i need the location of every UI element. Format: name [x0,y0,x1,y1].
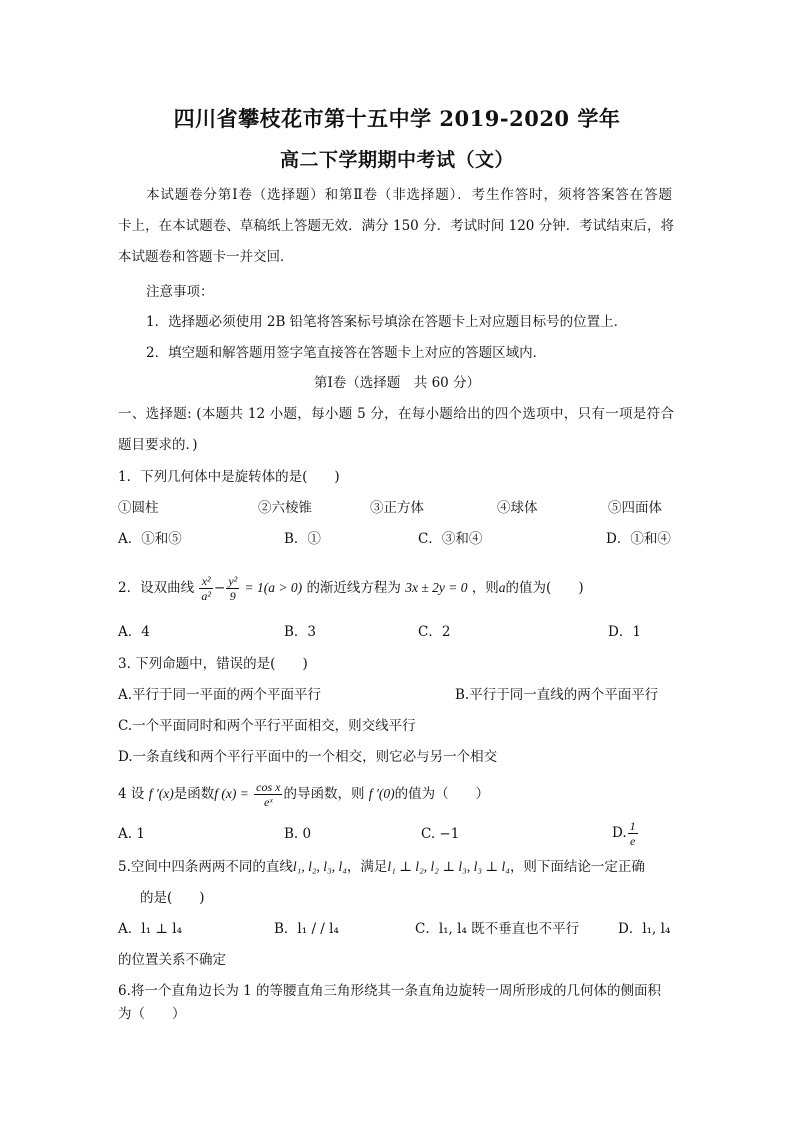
q1-option-b: B．① [284,531,321,547]
q5-option-b: B．l₁ / / l₄ [274,921,339,937]
q1-item-2: ②六棱锥 [258,500,312,516]
q4-fraction [254,780,282,809]
notes-item-2: 2．填空题和解答题用签字笔直接答在答题卡上对应的答题区域内． [146,345,547,361]
q4-option-b: B. 0 [284,826,312,842]
q2-option-b: B．3 [284,624,317,640]
q4-fprime-0: f ′(0) [368,786,395,801]
q3-stem: 3. 下列命题中，错误的是( ) [118,656,308,672]
q2-stem-b: 的渐近线方程为 [306,580,401,596]
q3-option-c: C.一个平面同时和两个平行平面相交，则交线平行 [118,718,416,734]
q4-option-d-num: 1 [629,819,636,833]
section-title: 第Ⅰ卷（选择题 共 60 分） [313,375,481,391]
notes-heading: 注意事项： [146,284,214,300]
q1-option-a: A．①和⑤ [118,531,182,547]
q2-frac2-den: 9 [229,589,236,603]
q2-stem: 2．设双曲线 $\frac{\text{x²}}{\text{a²}}$ − $\frac{\text{y²}}{9}$ = 1(a > 0) 的渐近线方程为 3x ± 2y = 0 ，则a的值为( ) [118,574,584,603]
q2-condition: = 1(a > 0) [244,580,303,595]
q5-stem-b: ，满足 [346,859,388,875]
q2-stem-d: 的值为( ) [505,580,584,596]
q2-var: a [498,580,506,595]
q5-option-d-continuation: 的位置关系不确定 [118,952,226,968]
q1-item-1: ①圆柱 [118,500,159,516]
q4-option-d [612,815,639,851]
intro-line-2: 卡上，在本试题卷、草稿纸上答题无效．满分 150 分．考试时间 120 分钟．考试结束后，将 [118,218,674,234]
q1-item-5: ⑤四面体 [608,500,662,516]
q4-stem [118,776,489,812]
q2-fraction-y [226,574,239,603]
q2-option-a: A．4 [118,624,150,640]
q1-option-d: D．①和④ [606,531,671,547]
q2-option-c: C．2 [418,624,451,640]
q4-option-d-den: e [629,834,636,848]
q4-option-a: A. 1 [118,826,145,842]
notes-item-1: 1．选择题必须使用 2B 铅笔将答案标号填涂在答题卡上对应题目标号的位置上． [146,314,628,330]
q2-option-d: D．1 [608,624,641,640]
q4-fprime-x: f ′(x) [148,786,174,801]
q4-stem-d: 的值为（ ） [394,786,490,802]
q2-asymptote: 3x ± 2y = 0 [405,580,468,595]
section-instructions-1: 一、选择题: (本题共 12 小题，每小题 5 分，在每小题给出的四个选项中，只有一项是符合 [118,406,674,422]
q2-stem-a: 2．设双曲线 [118,580,195,596]
q3-option-a: A.平行于同一平面的两个平面平行 [118,687,322,703]
q1-stem: 1．下列几何体中是旋转体的是( ) [118,469,340,485]
intro-line-3: 本试题卷和答题卡一并交回． [118,249,294,265]
q1-option-c: C．③和④ [418,531,483,547]
q4-option-d-fraction [628,819,638,848]
exam-title: 四川省攀枝花市第十五中学 2019-2020 学年 [173,106,621,131]
q2-frac2-num: y² [228,574,238,588]
q3-option-b: B.平行于同一直线的两个平面平行 [455,687,659,703]
q5-stem-a: 5.空间中四条两两不同的直线 [118,859,293,875]
q1-item-3: ③正方体 [370,500,424,516]
q4-option-d-label: D. [612,825,627,841]
q6-stem-line-1: 6.将一个直角边长为 1 的等腰直角三角形绕其一条直角边旋转一周所形成的几何体的侧面积 [118,983,662,999]
section-instructions-2: 题目要求的．) [118,437,198,453]
q4-stem-c: 的导函数，则 [283,786,365,802]
q4-option-c: C. −1 [421,826,460,842]
q4-stem-b: 是函数 [173,786,215,802]
q2-frac1-num: x² [199,574,213,589]
q5-option-d: D．l₁, l₄ [618,921,671,937]
q5-stem [118,858,645,876]
q5-option-a: A．l₁ ⊥ l₄ [118,921,182,937]
q6-stem-line-2: 为（ ） [118,1006,186,1022]
q2-fraction-x [199,574,213,603]
q5-stem-line-2: 的是( ) [140,890,205,906]
q2-frac1-den: a² [201,589,211,603]
q5-lines: l₁, l₂, l₃, l₄ [292,859,347,874]
q1-item-4: ④球体 [497,500,538,516]
q2-stem-c: ，则 [471,580,499,596]
q5-option-c: C．l₁, l₄ 既不垂直也不平行 [415,921,580,937]
intro-line-1: 本试题卷分第Ⅰ卷（选择题）和第Ⅱ卷（非选择题）．考生作答时，须将答案答在答题 [146,187,672,203]
q4-stem-a: 4 设 [118,786,145,802]
q4-fx: f (x) = [214,786,249,801]
q4-frac-num: cos x [256,780,281,794]
q4-frac-den: eˣ [263,795,273,809]
q5-stem-c: ，则下面结论一定正确 [509,859,645,875]
exam-subtitle: 高二下学期期中考试（文） [279,149,514,171]
q3-option-d: D.一条直线和两个平行平面中的一个相交，则它必与另一个相交 [118,749,498,765]
q5-relations: l₁ ⊥ l₂, l₂ ⊥ l₃, l₃ ⊥ l₄ [387,859,510,874]
